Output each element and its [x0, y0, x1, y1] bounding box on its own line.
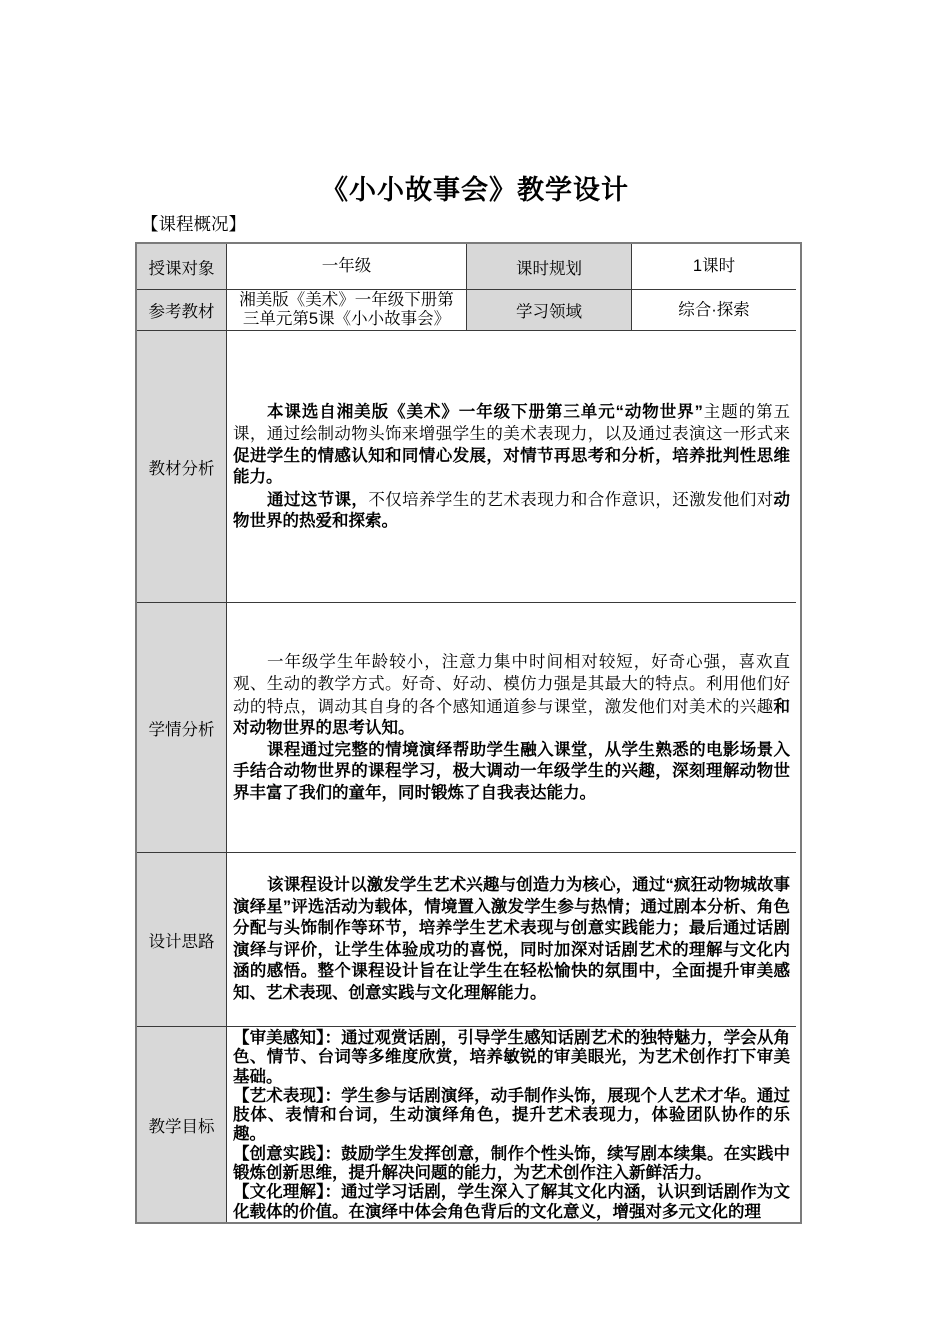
cell-reference-material-value: 湘美版《美术》一年级下册第三单元第5课《小小故事会》 — [227, 290, 467, 331]
paragraph — [233, 1145, 790, 1184]
cell-lesson-plan-label: 课时规划 — [467, 244, 632, 290]
document-title: 《小小故事会》教学设计 — [321, 175, 629, 205]
text-run: 通过这节课， — [267, 490, 369, 509]
text-run: 促进学生的情感认知和同情心发展，对情节再思考和分析，培养批判性思维能力。 — [233, 446, 790, 486]
paragraph — [233, 651, 790, 740]
text-run: 【文化理解】：通过学习话剧，学生深入了解其文化内涵，认识到话剧作为文化载体的价值。在演绎中体会角色背后的文化意义，增强对多元文化的理 — [233, 1183, 790, 1221]
cell-teaching-goals-label: 教学目标 — [137, 1027, 227, 1222]
paragraph — [233, 489, 790, 533]
cell-teach-target-value: 一年级 — [227, 244, 467, 290]
text-run: 不仅培养学生的艺术表现力和合作意识，还激发他们对 — [368, 489, 774, 509]
text-run: 主题的第五课，通过绘制动物头饰来增强学生的美术表现力，以及通过表演这一形式来 — [233, 401, 791, 443]
text-run: 【艺术表现】：学生参与话剧演绎，动手制作头饰，展现个人艺术才华。通过肢体、表情和台词，生动演绎角色，提升艺术表现力，体验团队协作的乐趣。 — [233, 1086, 790, 1144]
text-run: 该课程设计以激发学生艺术兴趣与创造力为核心，通过“疯狂动物城故事演绎星”评选活动为载体，情境置入激发学生参与热情；通过剧本分析、角色分配与头饰制作等环节，培养学生艺术表现与创意实践能力；最后通过话剧演绎与评价，让学生体验成功的喜悦，同时加深对话剧艺术的理解与文化内涵的感悟。整个课程设计旨在让学生在轻松愉快的氛围中，全面提升审美感知、艺术表现、创意实践与文化理解能力。 — [233, 876, 790, 1002]
cell-teaching-goals-content — [227, 1027, 796, 1222]
paragraph — [233, 740, 790, 805]
cell-design-idea-content — [227, 853, 796, 1027]
cell-design-idea-label: 设计思路 — [137, 853, 227, 1027]
paragraph — [233, 1183, 790, 1222]
text-run: 【审美感知】：通过观赏话剧，引导学生感知话剧艺术的独特魅力，学会从角色、情节、台词等多维度欣赏，培养敏锐的审美眼光，为艺术创作打下审美基础。 — [233, 1029, 790, 1086]
cell-learner-analysis-label: 学情分析 — [137, 603, 227, 853]
text-run: 动物世界的热爱和探索。 — [233, 490, 791, 530]
text-run: 和对动物世界的思考认知。 — [233, 697, 790, 738]
cell-learner-analysis-content — [227, 603, 796, 853]
cell-material-analysis-content — [227, 331, 796, 603]
text-run: 课程通过完整的情境演绎帮助学生融入课堂，从学生熟悉的电影场景入手结合动物世界的课程学习，极大调动一年级学生的兴趣，深刻理解动物世界丰富了我们的童年，同时锻炼了自我表达能力。 — [233, 740, 790, 802]
text-run: 一年级学生年龄较小，注意力集中时间相对较短，好奇心强，喜欢直观、生动的教学方式。好奇、好动、模仿力强是其最大的特点。利用他们好动的特点，调动其自身的各个感知通道参与课堂，激发他们对美术的兴趣 — [233, 651, 790, 716]
cell-teach-target-label: 授课对象 — [137, 244, 227, 290]
paragraph — [233, 875, 790, 1004]
text-run: 【创意实践】：鼓励学生发挥创意，制作个性头饰，续写剧本续集。在实践中锻炼创新思维，提升解决问题的能力，为艺术创作注入新鲜活力。 — [233, 1144, 790, 1183]
cell-learning-area-label: 学习领域 — [467, 290, 632, 331]
cell-learning-area-value: 综合·探索 — [632, 290, 796, 331]
course-overview-table — [135, 242, 802, 1224]
paragraph — [233, 401, 790, 489]
paragraph — [233, 1087, 790, 1145]
cell-reference-material-label: 参考教材 — [137, 290, 227, 331]
text-run: 本课选自湘美版《美术》一年级下册第三单元“动物世界” — [267, 402, 703, 421]
section-heading: 【课程概况】 — [141, 214, 246, 234]
cell-material-analysis-label: 教材分析 — [137, 331, 227, 603]
cell-lesson-plan-value: 1课时 — [632, 244, 796, 290]
paragraph — [233, 1029, 790, 1087]
